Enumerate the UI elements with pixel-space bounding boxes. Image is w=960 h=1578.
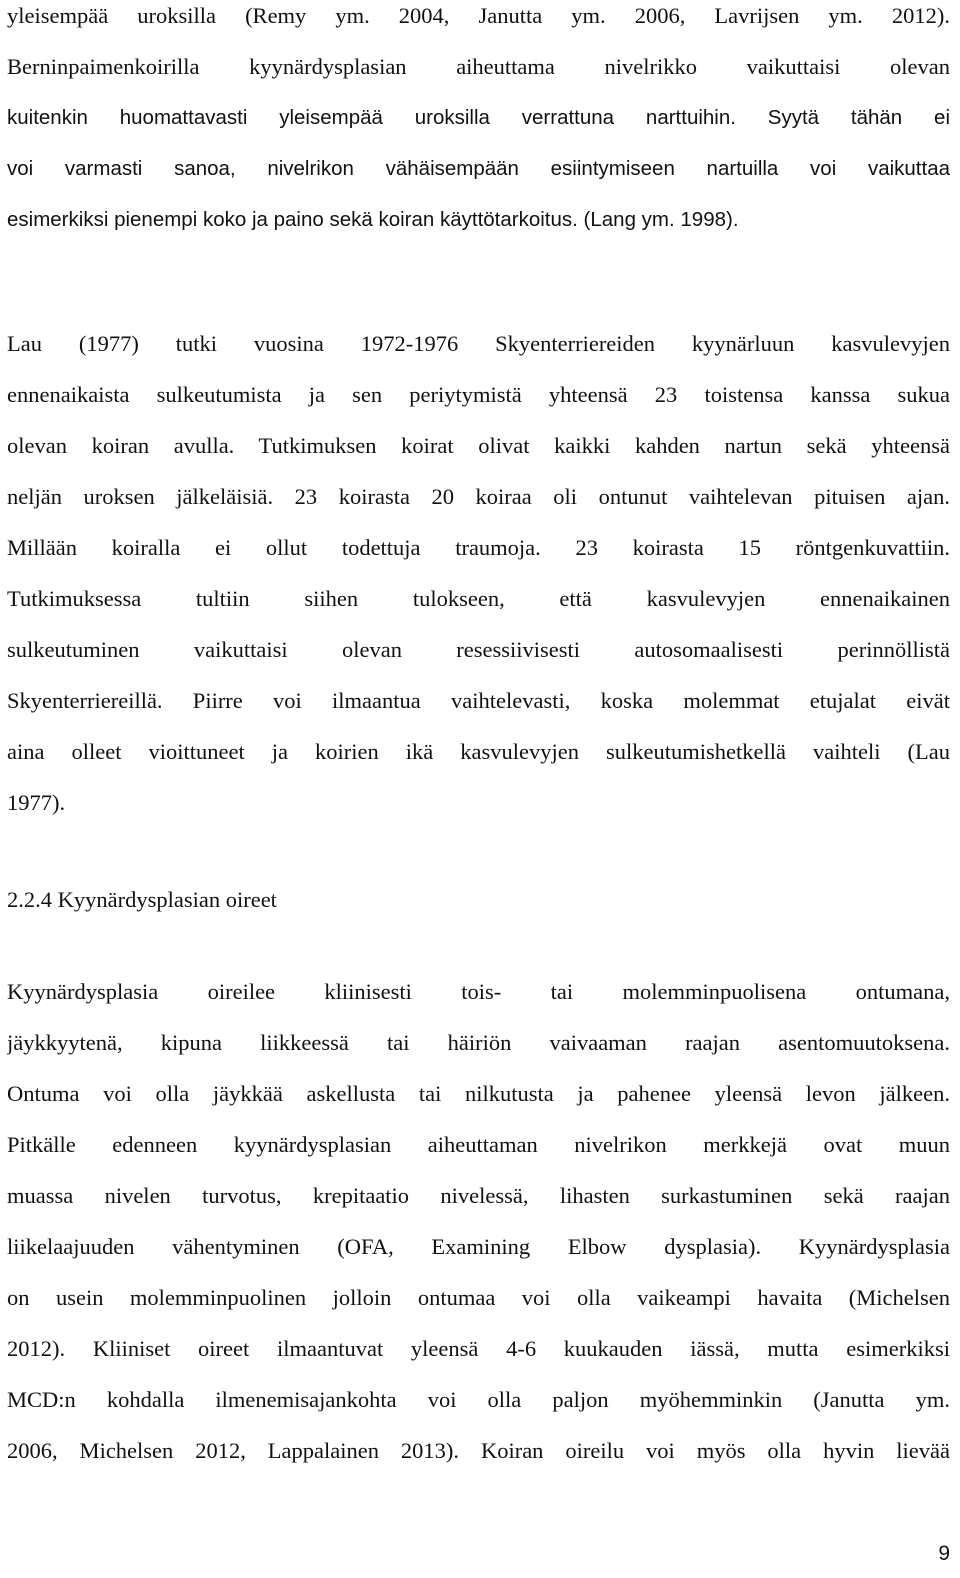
text-line: MCD:n kohdalla ilmenemisajankohta voi olla paljon myöhemminkin (Janutta ym. [7, 1387, 950, 1412]
text-line: neljän uroksen jälkeläisiä. 23 koirasta 20 koiraa oli ontunut vaihtelevan pituisen ajan. [7, 484, 950, 509]
paragraph-lau-study [7, 318, 950, 828]
text-line: liikelaajuuden vähentyminen (OFA, Examining Elbow dysplasia). Kyynärdysplasia [7, 1234, 950, 1259]
paragraph-symptoms [7, 966, 950, 1476]
text-line: 2012). Kliiniset oireet ilmaantuvat yleensä 4-6 kuukauden iässä, mutta esimerkiksi [7, 1336, 950, 1361]
text-line: aina olleet vioittuneet ja koirien ikä kasvulevyjen sulkeutumishetkellä vaihteli (Lau [7, 739, 950, 764]
text-line: Kyynärdysplasia oireilee kliinisesti tois- tai molemminpuolisena ontumana, [7, 979, 950, 1004]
page-number: 9 [938, 1542, 950, 1565]
text-line: muassa nivelen turvotus, krepitaatio nivelessä, lihasten surkastuminen sekä raajan [7, 1183, 950, 1208]
sans-serif-text-run [7, 92, 950, 245]
section-heading: 2.2.4 Kyynärdysplasian oireet [7, 887, 277, 912]
text-line: Lau (1977) tutki vuosina 1972-1976 Skyenterriereiden kyynärluun kasvulevyjen [7, 331, 950, 356]
text-line: olevan koiran avulla. Tutkimuksen koirat olivat kaikki kahden nartun sekä yhteensä [7, 433, 950, 458]
text-line: Ontuma voi olla jäykkää askellusta tai nilkutusta ja pahenee yleensä levon jälkeen. [7, 1081, 950, 1106]
text-line: on usein molemminpuolinen jolloin ontumaa voi olla vaikeampi havaita (Michelsen [7, 1285, 950, 1310]
text-line: Berninpaimenkoirilla kyynärdysplasian aiheuttama nivelrikko vaikuttaisi olevan [7, 54, 950, 79]
text-line: Pitkälle edenneen kyynärdysplasian aiheuttaman nivelrikon merkkejä ovat muun [7, 1132, 950, 1157]
text-line: sulkeutuminen vaikuttaisi olevan resessiivisesti autosomaalisesti perinnöllistä [7, 637, 950, 662]
text-line: 1977). [7, 790, 66, 815]
text-line: ennenaikaista sulkeutumista ja sen periytymistä yhteensä 23 toistensa kanssa sukua [7, 382, 950, 407]
text-line: Tutkimuksessa tultiin siihen tulokseen, että kasvulevyjen ennenaikainen [7, 586, 950, 611]
text-line: Millään koiralla ei ollut todettuja traumoja. 23 koirasta 15 röntgenkuvattiin. [7, 535, 950, 560]
text-line: kuitenkin huomattavasti yleisempää uroksilla verrattuna narttuihin. Syytä tähän ei [7, 106, 950, 129]
text-line: jäykkyytenä, kipuna liikkeessä tai häiriön vaivaaman raajan asentomuutoksena. [7, 1030, 950, 1055]
text-line: esimerkiksi pienempi koko ja paino sekä koiran käyttötarkoitus. (Lang ym. 1998). [7, 208, 739, 231]
text-line: Skyenterriereillä. Piirre voi ilmaantua vaihtelevasti, koska molemmat etujalat eivät [7, 688, 950, 713]
paragraph-sex-differences [7, 0, 950, 245]
text-line: 2006, Michelsen 2012, Lappalainen 2013). Koiran oireilu voi myös olla hyvin lievää [7, 1438, 950, 1463]
text-line: voi varmasti sanoa, nivelrikon vähäisempään esiintymiseen nartuilla voi vaikuttaa [7, 157, 950, 180]
text-line: yleisempää uroksilla (Remy ym. 2004, Janutta ym. 2006, Lavrijsen ym. 2012). [7, 3, 950, 28]
